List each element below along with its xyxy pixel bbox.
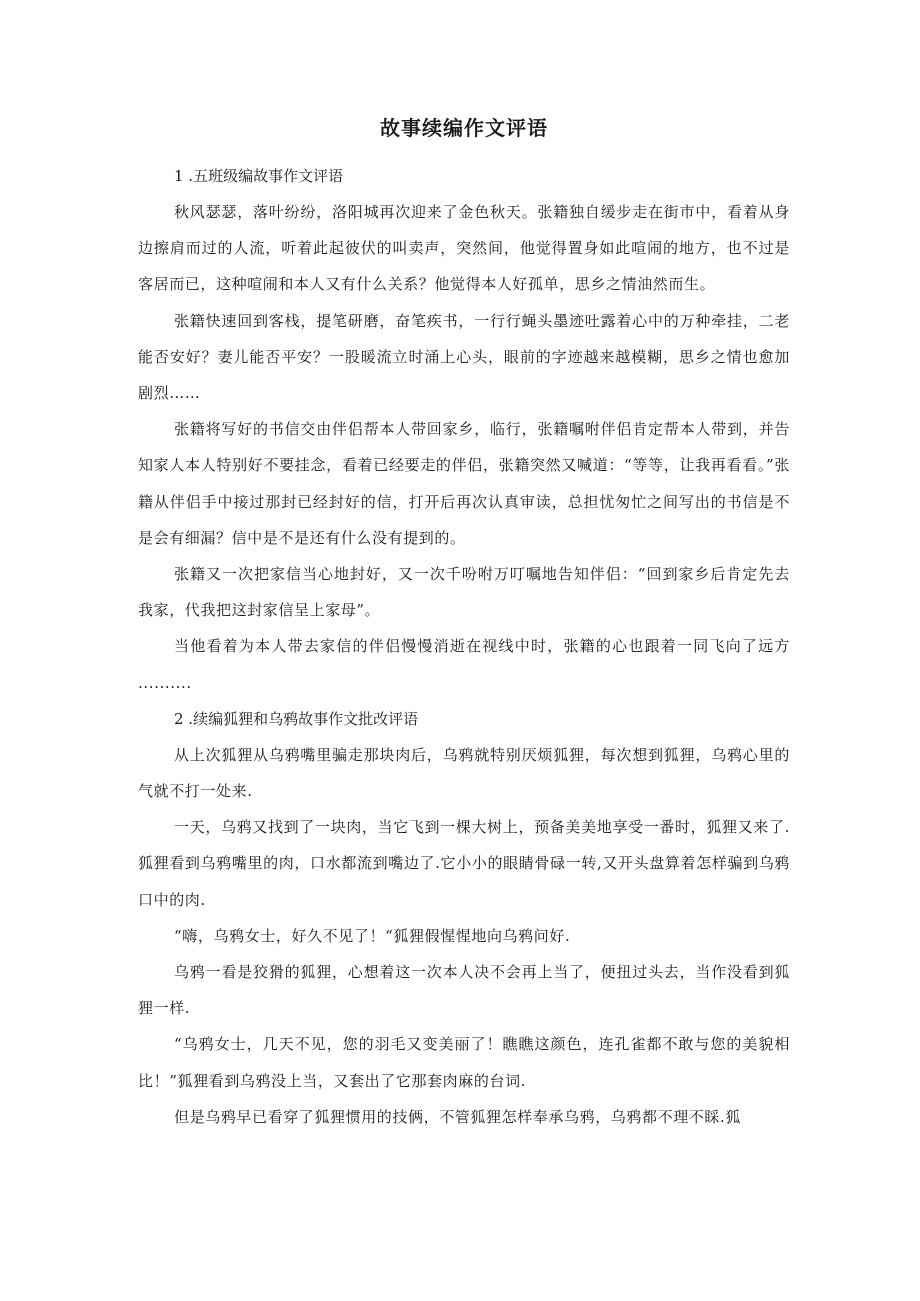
paragraph: “乌鸦女士，几天不见，您的羽毛又变美丽了！瞧瞧这颜色，连孔雀都不敢与您的美貌相比！”狐狸看到乌鸦没上当，又套出了它那套肉麻的台词.	[138, 1035, 790, 1090]
section-heading: 2 .续编狐狸和乌鸦故事作文批改评语	[174, 709, 419, 728]
paragraph: “嗨，乌鸦女士，好久不见了！“狐狸假惺惺地向乌鸦问好.	[174, 926, 571, 945]
paragraph: 张籍又一次把家信当心地封好，又一次千吩咐万叮嘱地告知伴侣：“回到家乡后肯定先去我家，代我把这封家信呈上家母”。	[138, 565, 790, 620]
paragraph: 一天，乌鸦又找到了一块肉，当它飞到一棵大树上，预备美美地享受一番时，狐狸又来了.狐狸看到乌鸦嘴里的肉，口水都流到嘴边了.它小小的眼睛骨碌一转,又开头盘算着怎样骗到乌鸦口中的肉.	[138, 818, 790, 909]
section-1	[138, 158, 790, 701]
paragraph: 但是乌鸦早已看穿了狐狸惯用的技俩，不管狐狸怎样奉承乌鸦，乌鸦都不理不睬.狐	[174, 1107, 741, 1126]
section-2	[138, 701, 790, 1135]
section-heading: 1 .五班级编故事作文评语	[174, 167, 344, 185]
paragraph: 秋风瑟瑟，落叶纷纷，洛阳城再次迎来了金色秋天。张籍独自缓步走在街市中，看着从身边擦肩而过的人流，听着此起彼伏的叫卖声，突然间，他觉得置身如此喧闹的地方，也不过是客居而已，这种喧闹和本人又有什么关系？他觉得本人好孤单，思乡之情油然而生。	[138, 203, 790, 294]
paragraph: 乌鸦一看是狡猾的狐狸，心想着这一次本人决不会再上当了，便扭过头去，当作没看到狐狸一样.	[138, 963, 790, 1018]
paragraph: 张籍将写好的书信交由伴侣帮本人带回家乡，临行，张籍嘱咐伴侣肯定帮本人带到，并告知家人本人特别好不要挂念，看着已经要走的伴侣，张籍突然又喊道：“等等，让我再看看。”张籍从伴侣手中接过那封已经封好的信，打开后再次认真审读，总担忧匆忙之间写出的书信是不是会有细漏？信中是不是还有什么没有提到的。	[138, 420, 790, 547]
document-page	[138, 108, 790, 1135]
paragraph: 当他看着为本人带去家信的伴侣慢慢消逝在视线中时，张籍的心也跟着一同飞向了远方 ..........	[138, 637, 790, 692]
paragraph: 从上次狐狸从乌鸦嘴里骗走那块肉后，乌鸦就特别厌烦狐狸，每次想到狐狸，乌鸦心里的气就不打一处来.	[138, 745, 790, 801]
document-title: 故事续编作文评语	[380, 116, 548, 140]
paragraph: 张籍快速回到客栈，提笔研磨，奋笔疾书，一行行蝇头墨迹吐露着心中的万种牵挂，二老能否安好？妻儿能否平安？一股暖流立时涌上心头，眼前的字迹越来越模糊，思乡之情也愈加剧烈……	[138, 311, 790, 403]
